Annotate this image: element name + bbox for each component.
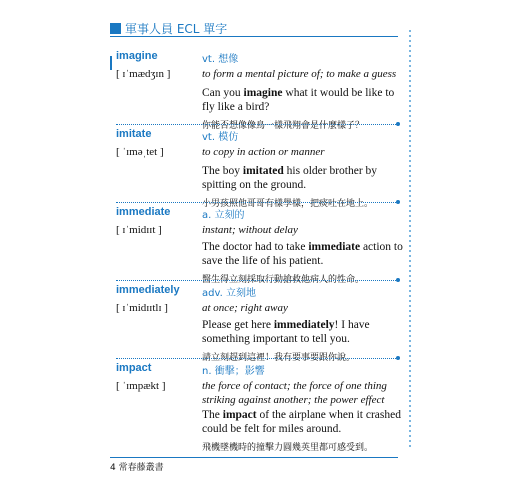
page-header	[110, 20, 227, 37]
example-sentence: Please get here immediately! I have something important to tell you.	[202, 319, 370, 345]
chinese-translation: 飛機墜機時的撞擊力圓幾英里都可感受到。	[202, 443, 374, 453]
definition: to copy in action or manner	[202, 146, 325, 158]
example-sentence: The doctor had to take immediate action to save the life of his patient.	[202, 241, 403, 267]
header-square-icon	[110, 23, 121, 34]
chinese-translation: 請立刻趕到這裡！我有要事要跟你說。	[202, 353, 356, 363]
chinese-translation: 你能否想像像鳥一樣飛翔會是什麼樣子？	[202, 121, 365, 131]
footer-rule	[110, 457, 398, 458]
headword: impact	[116, 362, 152, 374]
definition: to form a mental picture of; to make a guess	[202, 68, 397, 80]
pronunciation: [ ˈɪməˌtet ]	[116, 146, 164, 158]
definition: instant; without delay	[202, 224, 298, 236]
entry-divider	[116, 280, 398, 281]
definition: at once; right away	[202, 302, 288, 314]
headword: imagine	[116, 50, 158, 62]
part-of-speech: vt. 想像	[202, 54, 239, 65]
entry-divider	[116, 202, 398, 203]
page-footer: 4 常春藤叢書	[110, 463, 164, 473]
entry-divider	[116, 124, 398, 125]
side-dotted-rule	[409, 30, 411, 448]
pronunciation: [ ɪˈmidɪɪt ]	[116, 224, 162, 236]
header-title: 軍事人員 ECL 單字	[125, 22, 228, 36]
chinese-translation: 小男孩照他哥哥有樣學樣，把痰吐在地上。	[202, 199, 374, 209]
definition: the force of contact; the force of one thing striking against another; the power effect	[202, 380, 387, 406]
example-sentence: The boy imitated his older brother by spitting on the ground.	[202, 165, 378, 191]
example-sentence: Can you imagine what it would be like to fly like a bird?	[202, 87, 395, 113]
part-of-speech: a. 立刻的	[202, 210, 245, 221]
header-rule	[110, 36, 398, 37]
chinese-translation: 醫生得立刻採取行動搶救他病人的性命。	[202, 275, 365, 285]
entry-divider	[116, 358, 398, 359]
headword: imitate	[116, 128, 152, 140]
left-margin-tab	[110, 56, 112, 70]
pronunciation: [ ɪˈmidɪɪtlɪ ]	[116, 302, 168, 314]
part-of-speech: vt. 模仿	[202, 132, 239, 143]
headword: immediately	[116, 284, 180, 296]
part-of-speech: n. 衝擊；影響	[202, 366, 265, 377]
headword: immediate	[116, 206, 171, 218]
pronunciation: [ ɪˈmædʒɪn ]	[116, 68, 171, 80]
pronunciation: [ ˈɪmpækt ]	[116, 380, 166, 392]
example-sentence: The impact of the airplane when it crashed could be felt for miles around.	[202, 409, 401, 435]
part-of-speech: adv. 立刻地	[202, 288, 256, 299]
